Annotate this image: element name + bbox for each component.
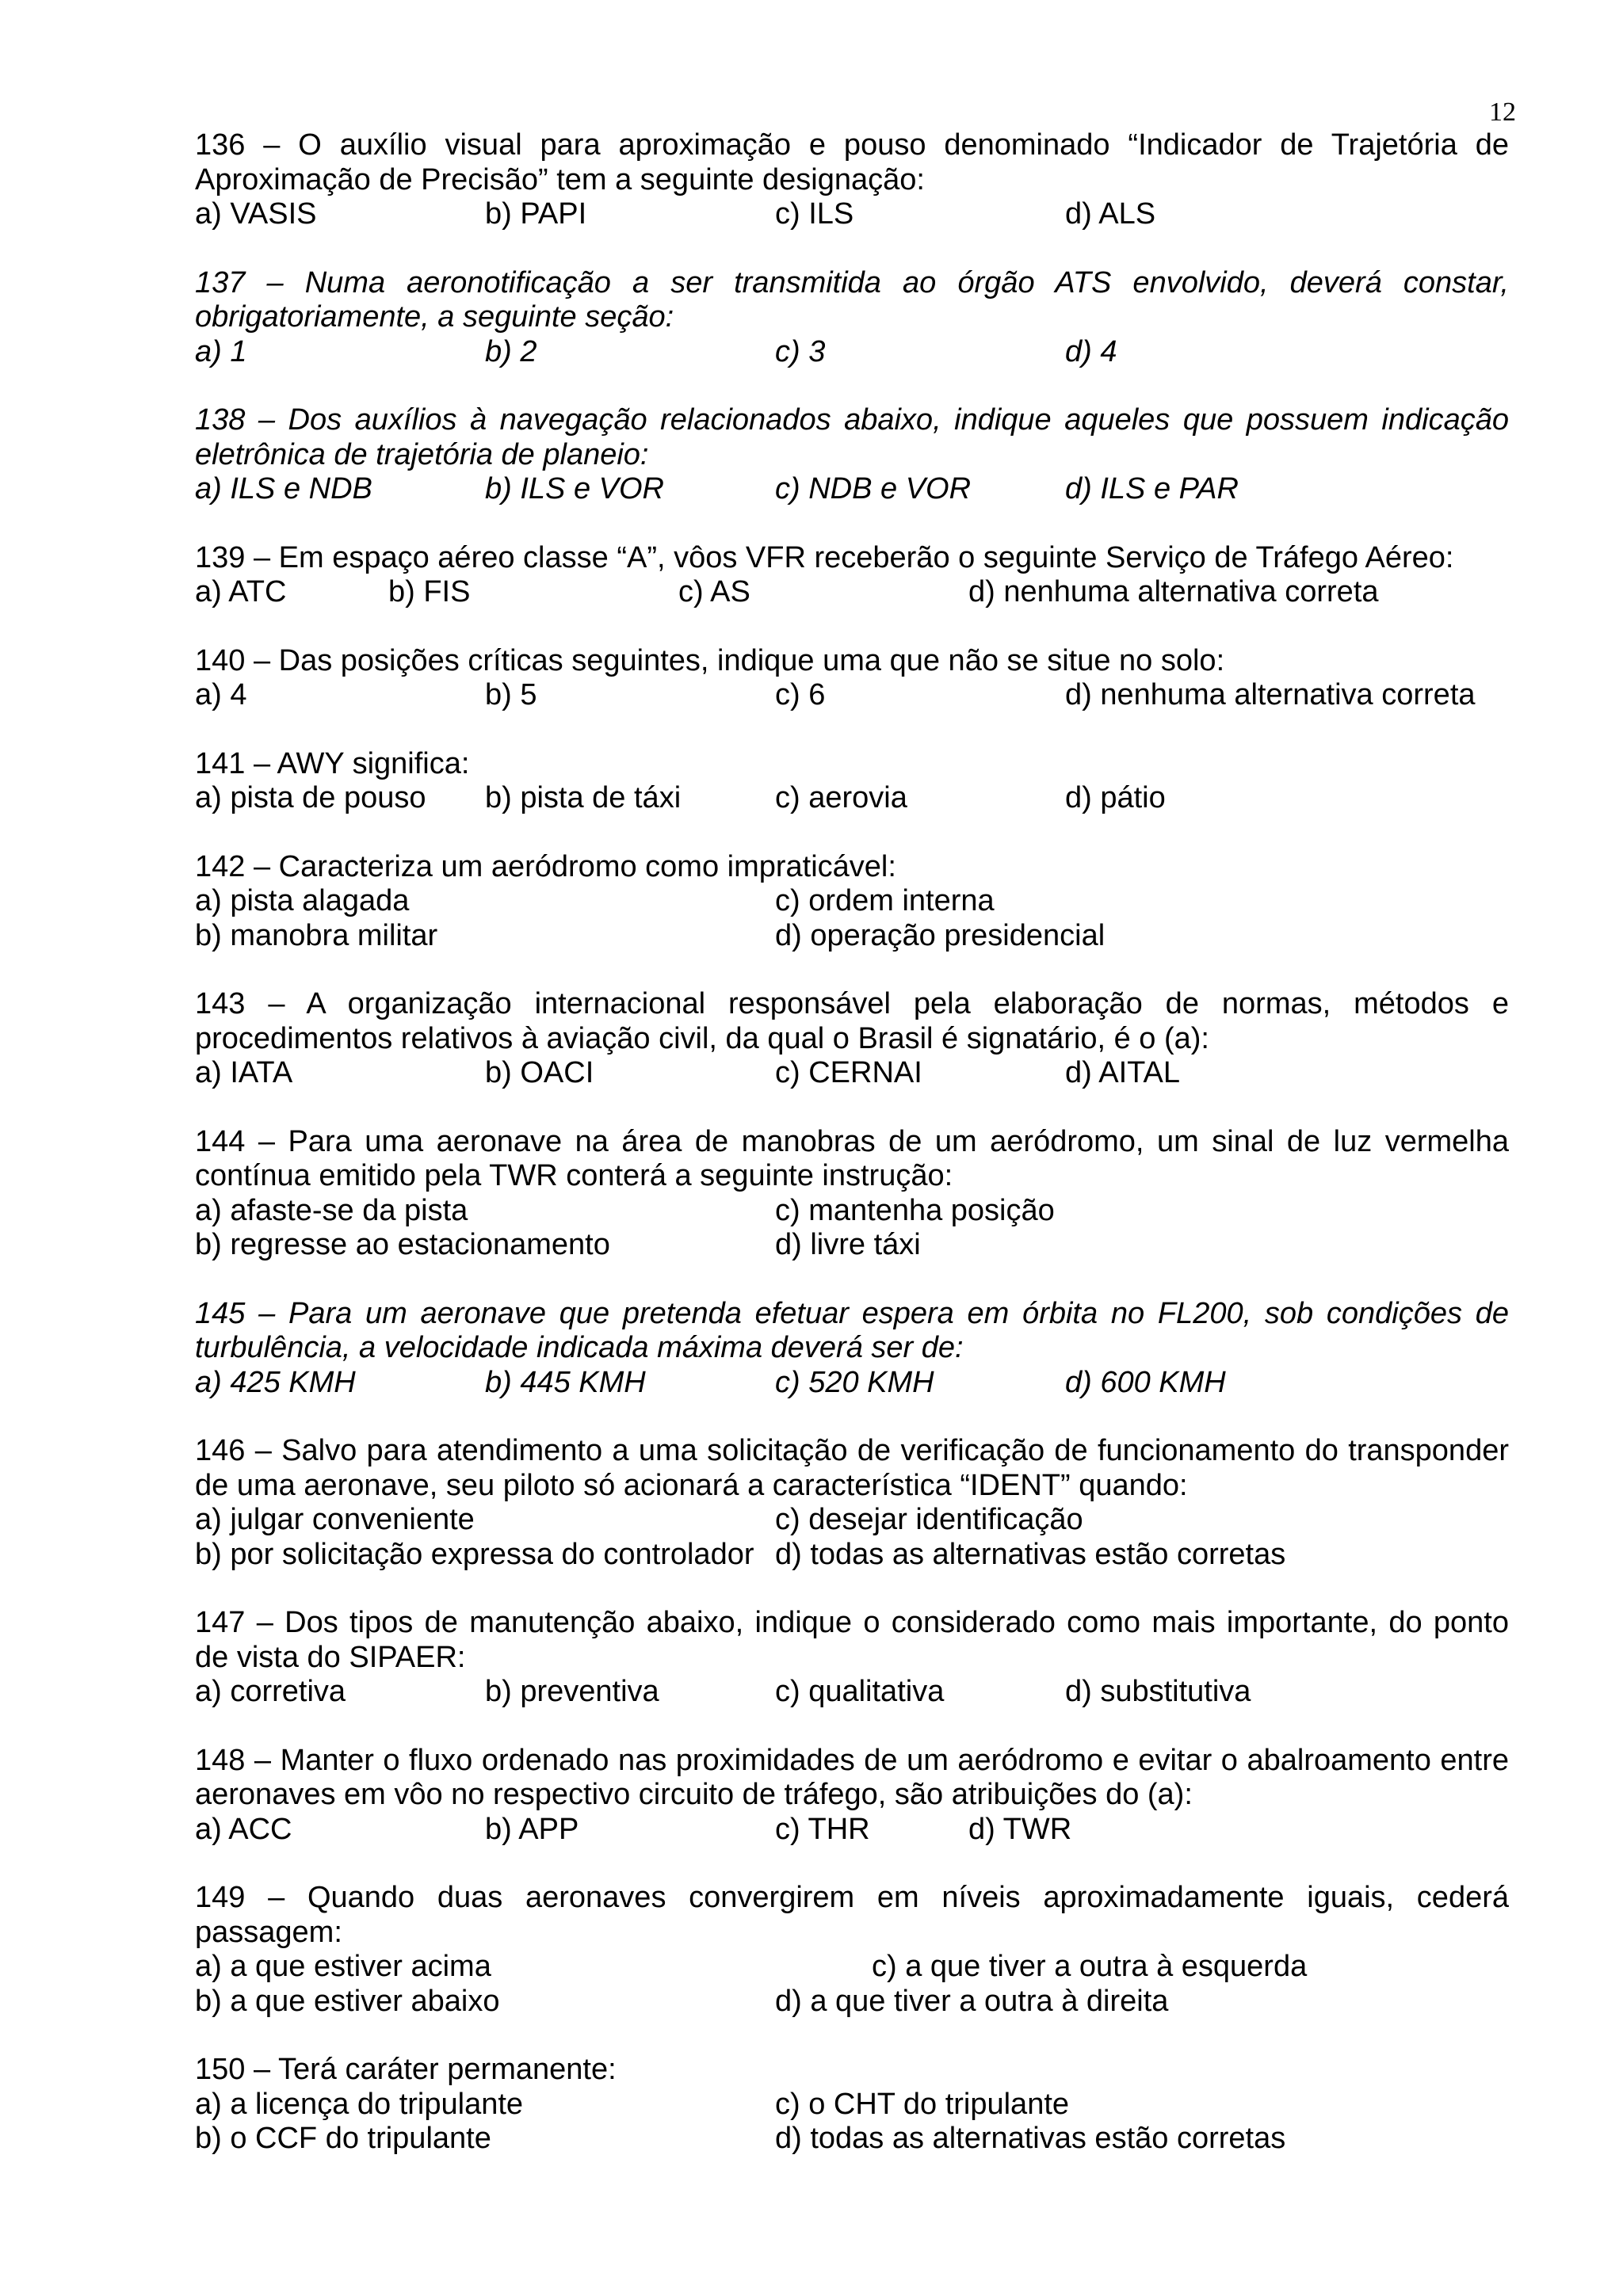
option-b: b) FIS <box>388 575 471 608</box>
option-b: b) pista de táxi <box>485 781 682 814</box>
question-147 <box>195 1606 1509 1710</box>
question-stem: 136 – O auxílio visual para aproximação e pouso denominado “Indicador de Trajetória de Aproximação de Precisão” tem a seguinte designação: <box>195 128 1509 196</box>
option-b: b) regresse ao estacionamento <box>195 1228 610 1261</box>
question-stem: 147 – Dos tipos de manutenção abaixo, indique o considerado como mais importante, do ponto de vista do SIPAER: <box>195 1606 1509 1674</box>
option-d: d) substitutiva <box>1065 1675 1251 1708</box>
option-a: a) 1 <box>195 334 247 368</box>
option-b: b) manobra militar <box>195 918 438 952</box>
option-d: d) nenhuma alternativa correta <box>968 575 1379 608</box>
option-a: a) afaste-se da pista <box>195 1193 468 1227</box>
question-140 <box>195 644 1509 713</box>
question-stem: 150 – Terá caráter permanente: <box>195 2053 617 2086</box>
question-stem: 149 – Quando duas aeronaves convergirem em níveis aproximadamente iguais, cederá passagem: <box>195 1881 1509 1949</box>
option-d: d) todas as alternativas estão corretas <box>775 2122 1286 2155</box>
question-136 <box>195 128 1509 232</box>
question-148 <box>195 1744 1509 1848</box>
question-150 <box>195 2053 1509 2157</box>
answer-options <box>195 1813 1509 1848</box>
question-139 <box>195 541 1509 610</box>
answer-options <box>195 1366 1509 1401</box>
option-c: c) o CHT do tripulante <box>775 2087 1070 2121</box>
option-d: d) ALS <box>1065 197 1156 231</box>
option-a: a) pista alagada <box>195 884 410 917</box>
option-d: d) AITAL <box>1065 1056 1181 1089</box>
option-c: c) NDB e VOR <box>775 472 972 505</box>
option-d: d) a que tiver a outra à direita <box>775 1984 1169 2018</box>
option-a: a) corretiva <box>195 1675 346 1708</box>
question-stem: 140 – Das posições críticas seguintes, indique uma que não se situe no solo: <box>195 643 1225 677</box>
option-a: a) julgar conveniente <box>195 1503 475 1536</box>
option-d: d) 600 KMH <box>1065 1365 1226 1399</box>
question-144 <box>195 1125 1509 1263</box>
option-c: c) THR <box>775 1812 870 1846</box>
option-b: b) APP <box>485 1812 579 1846</box>
option-a: a) ACC <box>195 1812 292 1846</box>
option-c: c) qualitativa <box>775 1675 945 1708</box>
question-stem: 141 – AWY significa: <box>195 746 470 780</box>
option-b: b) 445 KMH <box>485 1365 646 1399</box>
option-b: b) PAPI <box>485 197 587 231</box>
answer-options <box>195 335 1509 370</box>
answer-options <box>195 678 1509 713</box>
option-b: b) preventiva <box>485 1675 659 1708</box>
option-c: c) mantenha posição <box>775 1193 1055 1227</box>
question-138 <box>195 403 1509 507</box>
answer-options <box>195 781 1509 816</box>
option-b: b) o CCF do tripulante <box>195 2122 491 2155</box>
option-a: a) pista de pouso <box>195 781 426 814</box>
option-b: b) ILS e VOR <box>485 472 664 505</box>
option-a: a) a licença do tripulante <box>195 2087 524 2121</box>
option-d: d) 4 <box>1065 334 1117 368</box>
option-b: b) por solicitação expressa do controlador <box>195 1537 754 1571</box>
question-stem: 144 – Para uma aeronave na área de manobras de um aeródromo, um sinal de luz vermelha contínua emitido pela TWR conterá a seguinte instrução: <box>195 1124 1509 1192</box>
answer-options <box>195 197 1509 232</box>
option-c: c) ILS <box>775 197 854 231</box>
option-b: b) 2 <box>485 334 537 368</box>
question-145 <box>195 1297 1509 1401</box>
question-stem: 138 – Dos auxílios à navegação relacionados abaixo, indique aqueles que possuem indicação eletrônica de trajetória de planeio: <box>195 403 1509 471</box>
option-a: a) a que estiver acima <box>195 1950 491 1983</box>
question-stem: 148 – Manter o fluxo ordenado nas proximidades de um aeródromo e evitar o abalroamento entre aeronaves em vôo no respectivo circuito de tráfego, são atribuições do (a): <box>195 1743 1509 1811</box>
option-c: c) AS <box>678 575 750 608</box>
option-a: a) ATC <box>195 575 287 608</box>
option-c: c) 3 <box>775 334 826 368</box>
option-d: d) TWR <box>968 1812 1072 1846</box>
question-stem: 137 – Numa aeronotificação a ser transmitida ao órgão ATS envolvido, deverá constar, obrigatoriamente, a seguinte seção: <box>195 265 1509 334</box>
option-c: c) aerovia <box>775 781 907 814</box>
option-a: a) ILS e NDB <box>195 472 372 505</box>
question-stem: 145 – Para um aeronave que pretenda efetuar espera em órbita no FL200, sob condições de turbulência, a velocidade indicada máxima deverá ser de: <box>195 1296 1509 1364</box>
answer-options <box>195 1503 1509 1572</box>
option-a: a) IATA <box>195 1056 293 1089</box>
option-d: d) operação presidencial <box>775 918 1106 952</box>
question-146 <box>195 1434 1509 1572</box>
question-stem: 139 – Em espaço aéreo classe “A”, vôos VFR receberão o seguinte Serviço de Tráfego Aéreo: <box>195 540 1454 574</box>
option-a: a) 425 KMH <box>195 1365 356 1399</box>
question-stem: 143 – A organização internacional responsável pela elaboração de normas, métodos e procedimentos relativos à aviação civil, da qual o Brasil é signatário, é o (a): <box>195 987 1509 1055</box>
option-c: c) ordem interna <box>775 884 995 917</box>
option-c: c) 6 <box>775 678 826 711</box>
option-c: c) 520 KMH <box>775 1365 934 1399</box>
option-b: b) a que estiver abaixo <box>195 1984 500 2018</box>
page-number: 12 <box>1489 97 1516 127</box>
option-d: d) ILS e PAR <box>1065 472 1239 505</box>
option-c: c) a que tiver a outra à esquerda <box>872 1950 1308 1983</box>
answer-options <box>195 1675 1509 1710</box>
option-b: b) OACI <box>485 1056 594 1089</box>
question-137 <box>195 266 1509 370</box>
option-a: a) 4 <box>195 678 247 711</box>
answer-options <box>195 1056 1509 1091</box>
question-list <box>195 128 1509 2191</box>
answer-options <box>195 2088 1509 2157</box>
question-149 <box>195 1881 1509 2019</box>
question-143 <box>195 987 1509 1091</box>
answer-options <box>195 1194 1509 1263</box>
question-stem: 142 – Caracteriza um aeródromo como impraticável: <box>195 849 896 883</box>
answer-options <box>195 1950 1509 2019</box>
option-a: a) VASIS <box>195 197 317 231</box>
question-141 <box>195 747 1509 816</box>
option-c: c) desejar identificação <box>775 1503 1083 1536</box>
option-d: d) nenhuma alternativa correta <box>1065 678 1476 711</box>
option-c: c) CERNAI <box>775 1056 922 1089</box>
answer-options <box>195 472 1509 507</box>
question-stem: 146 – Salvo para atendimento a uma solicitação de verificação de funcionamento do transponder de uma aeronave, seu piloto só acionará a característica “IDENT” quando: <box>195 1434 1509 1502</box>
answer-options <box>195 884 1509 953</box>
option-d: d) pátio <box>1065 781 1166 814</box>
question-142 <box>195 850 1509 954</box>
option-d: d) livre táxi <box>775 1228 921 1261</box>
option-b: b) 5 <box>485 678 537 711</box>
option-d: d) todas as alternativas estão corretas <box>775 1537 1286 1571</box>
answer-options <box>195 575 1509 610</box>
